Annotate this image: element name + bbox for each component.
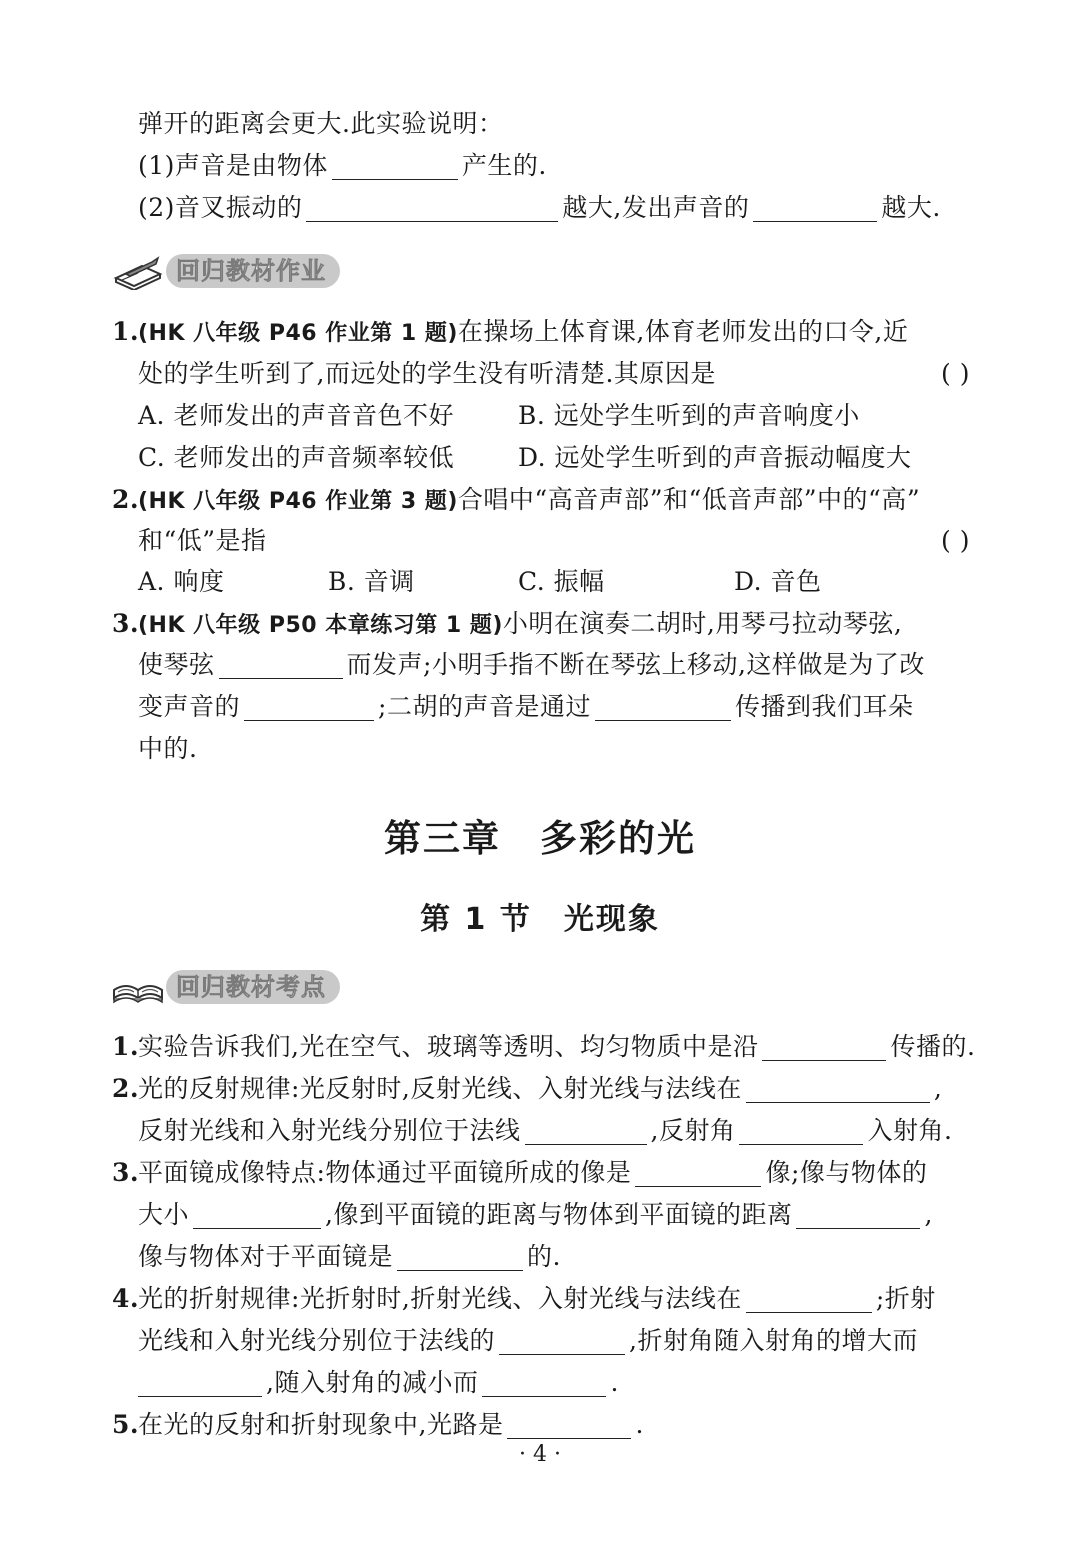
- option-a[interactable]: A. 老师发出的声音音色不好: [138, 401, 454, 430]
- homework-q2-line1: 2.(HK 八年级 P46 作业第 3 题)合唱中“高音声部”和“低音声部”中的“高”: [112, 485, 921, 514]
- point-2-line1: 2.光的反射规律:光反射时,反射光线、入射光线与法线在 ,: [112, 1074, 943, 1103]
- question-source: (HK 八年级 P50 本章练习第 1 题): [138, 613, 503, 638]
- option-a[interactable]: A. 响度: [138, 567, 225, 596]
- homework-q3-line3: 变声音的 ;二胡的声音是通过 传播到我们耳朵: [138, 692, 914, 721]
- continuation-q2: (2)音叉振动的 越大,发出声音的 越大.: [138, 193, 941, 222]
- answer-blank[interactable]: [796, 1198, 920, 1229]
- answer-blank[interactable]: [595, 690, 731, 721]
- answer-blank[interactable]: [397, 1240, 523, 1271]
- points-section-title: 回归教材考点: [166, 970, 340, 1004]
- option-d[interactable]: D. 远处学生听到的声音振动幅度大: [518, 443, 912, 472]
- answer-blank[interactable]: [499, 1324, 625, 1355]
- point-3-line1: 3.平面镜成像特点:物体通过平面镜所成的像是 像;像与物体的: [112, 1158, 928, 1187]
- answer-blank[interactable]: [138, 1366, 262, 1397]
- answer-blank[interactable]: [746, 1072, 930, 1103]
- point-3-line3: 像与物体对于平面镜是 的.: [138, 1242, 561, 1271]
- answer-blank[interactable]: [762, 1030, 886, 1061]
- homework-q3-line4: 中的.: [138, 734, 198, 763]
- answer-blank[interactable]: [739, 1114, 863, 1145]
- answer-blank[interactable]: [746, 1282, 872, 1313]
- point-4-line3: ,随入射角的减小而 .: [138, 1363, 970, 1403]
- chapter-title: 第三章 多彩的光: [384, 817, 696, 860]
- homework-q1-options-row1: [138, 396, 970, 436]
- homework-q1-line1: 1.(HK 八年级 P46 作业第 1 题)在操场上体育课,体育老师发出的口令,近: [112, 317, 909, 346]
- homework-section-header: [112, 252, 340, 290]
- answer-blank[interactable]: [753, 191, 877, 222]
- point-3-line2: 大小 ,像到平面镜的距离与物体到平面镜的距离 ,: [138, 1200, 933, 1229]
- page-number: · 4 ·: [519, 1442, 561, 1467]
- book-pencil-icon: [112, 252, 164, 290]
- continuation-q1: (1)声音是由物体 产生的.: [138, 151, 547, 180]
- answer-blank[interactable]: [306, 191, 558, 222]
- point-4-line2: 光线和入射光线分别位于法线的 ,折射角随入射角的增大而: [138, 1326, 918, 1355]
- option-c[interactable]: C. 老师发出的声音频率较低: [138, 443, 455, 472]
- open-book-icon: [112, 968, 164, 1006]
- option-b[interactable]: B. 远处学生听到的声音响度小: [518, 401, 860, 430]
- answer-blank[interactable]: [482, 1366, 606, 1397]
- answer-blank[interactable]: [219, 648, 343, 679]
- answer-blank[interactable]: [244, 690, 374, 721]
- point-4-line1: 4.光的折射规律:光折射时,折射光线、入射光线与法线在 ;折射: [112, 1284, 936, 1313]
- homework-section-title: 回归教材作业: [166, 254, 340, 288]
- point-1: 1.实验告诉我们,光在空气、玻璃等透明、均匀物质中是沿 传播的.: [112, 1032, 976, 1061]
- answer-blank[interactable]: [332, 149, 458, 180]
- question-source: (HK 八年级 P46 作业第 3 题): [138, 489, 458, 514]
- answer-blank[interactable]: [193, 1198, 321, 1229]
- option-c[interactable]: C. 振幅: [518, 567, 605, 596]
- option-d[interactable]: D. 音色: [734, 567, 822, 596]
- homework-q2-options: [138, 562, 970, 602]
- answer-blank[interactable]: [507, 1408, 631, 1439]
- question-source: (HK 八年级 P46 作业第 1 题): [138, 321, 458, 346]
- continuation-line: 弹开的距离会更大.此实验说明：: [138, 109, 504, 138]
- answer-parentheses[interactable]: ( ): [941, 359, 970, 388]
- answer-parentheses[interactable]: ( ): [941, 526, 970, 555]
- homework-q1-line2: 处的学生听到了,而远处的学生没有听清楚.其原因是 ( ): [138, 354, 970, 394]
- answer-blank[interactable]: [635, 1156, 761, 1187]
- answer-blank[interactable]: [525, 1114, 647, 1145]
- point-5: 5.在光的反射和折射现象中,光路是 .: [112, 1410, 644, 1439]
- section-title: 第 1 节 光现象: [420, 902, 660, 937]
- point-2-line2: 反射光线和入射光线分别位于法线 ,反射角 入射角.: [138, 1116, 953, 1145]
- homework-q3-line2: 使琴弦 而发声;小明手指不断在琴弦上移动,这样做是为了改: [138, 650, 925, 679]
- homework-q3-line1: 3.(HK 八年级 P50 本章练习第 1 题)小明在演奏二胡时,用琴弓拉动琴弦,: [112, 609, 903, 638]
- points-section-header: [112, 968, 340, 1006]
- option-b[interactable]: B. 音调: [328, 567, 415, 596]
- homework-q1-options-row2: [138, 438, 970, 478]
- homework-q2-line2: 和“低”是指 ( ): [138, 521, 970, 561]
